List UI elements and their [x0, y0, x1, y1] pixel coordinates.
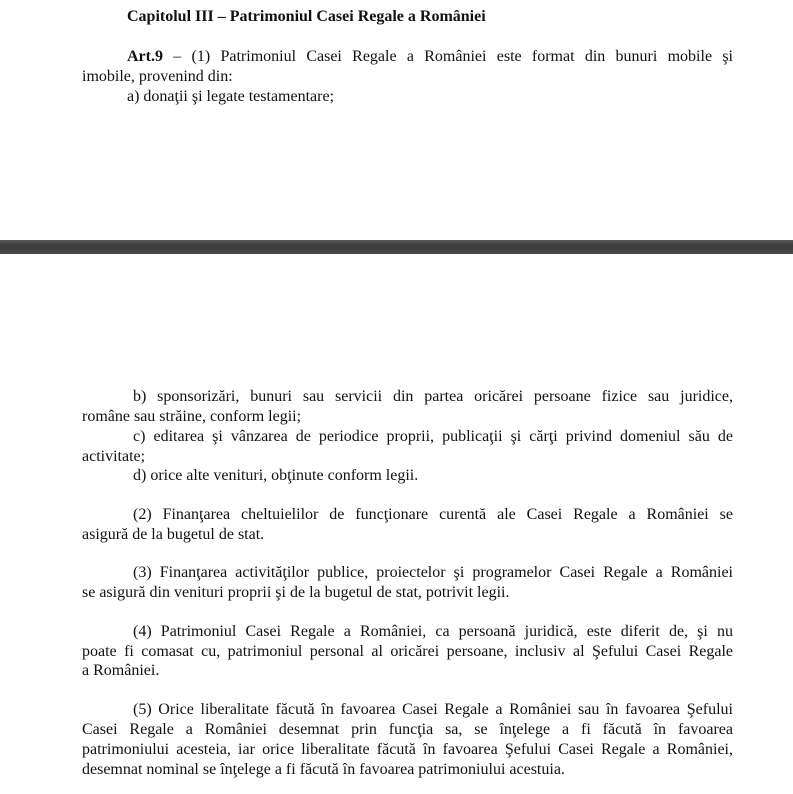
list-item-d: d) orice alte venituri, obţinute conform legii.: [133, 467, 419, 484]
paragraph-4-line3: a României.: [82, 662, 160, 679]
list-item-c-line1: c) editarea şi vânzarea de periodice proprii, publicaţii şi cărţi privind domeniul său de: [133, 428, 733, 445]
paragraph-4-line1: (4) Patrimoniul Casei Regale a României, ca persoană juridică, este diferit de, şi nu: [133, 623, 733, 640]
paragraph-3-line2: se asigură din venituri proprii şi de la bugetul de stat, potrivit legii.: [82, 584, 510, 601]
paragraph-2-line2: asigură de la bugetul de stat.: [82, 526, 265, 543]
page-top-fragment: [0, 0, 793, 240]
article-intro-line: [127, 47, 733, 67]
list-item-a: a) donaţii şi legate testamentare;: [127, 88, 335, 105]
list-item-b-line2: române sau străine, conform legii;: [82, 408, 302, 425]
paragraph-5-line2: Casei Regale a României desemnat prin funcţia sa, se înţelege a fi făcută în favoarea: [82, 721, 733, 738]
list-item-c-line2: activitate;: [82, 448, 146, 465]
article-intro-continuation: imobile, provenind din:: [82, 68, 233, 85]
chapter-title: Capitolul III – Patrimoniul Casei Regale a României: [127, 8, 486, 25]
paragraph-3-line1: (3) Finanţarea activităţilor publice, proiectelor şi programelor Casei Regale a României: [133, 564, 733, 581]
article-intro-text: – (1) Patrimoniul Casei Regale a României este format din bunuri mobile şi: [162, 48, 733, 65]
paragraph-5-line1: (5) Orice liberalitate făcută în favoarea Casei Regale a României sau în favoarea Şefului: [133, 701, 733, 718]
paragraph-2-line1: (2) Finanţarea cheltuielilor de funcţionare curentă ale Casei Regale a României se: [133, 506, 733, 523]
paragraph-5-line3: patrimoniului acesteia, iar orice liberalitate făcută în favoarea Şefului Casei Regale a României,: [82, 741, 733, 758]
page-break-divider: [0, 240, 793, 254]
paragraph-4-line2: poate fi comasat cu, patrimoniul personal al oricărei persoane, inclusiv al Şefului Casei Regale: [82, 643, 733, 660]
paragraph-5-line4: desemnat nominal se înţelege a fi făcută în favoarea patrimoniului acestuia.: [82, 761, 565, 778]
list-item-b-line1: b) sponsorizări, bunuri sau servicii din partea oricărei persoane fizice sau juridice,: [133, 388, 733, 405]
article-label: Art.9: [127, 48, 163, 65]
